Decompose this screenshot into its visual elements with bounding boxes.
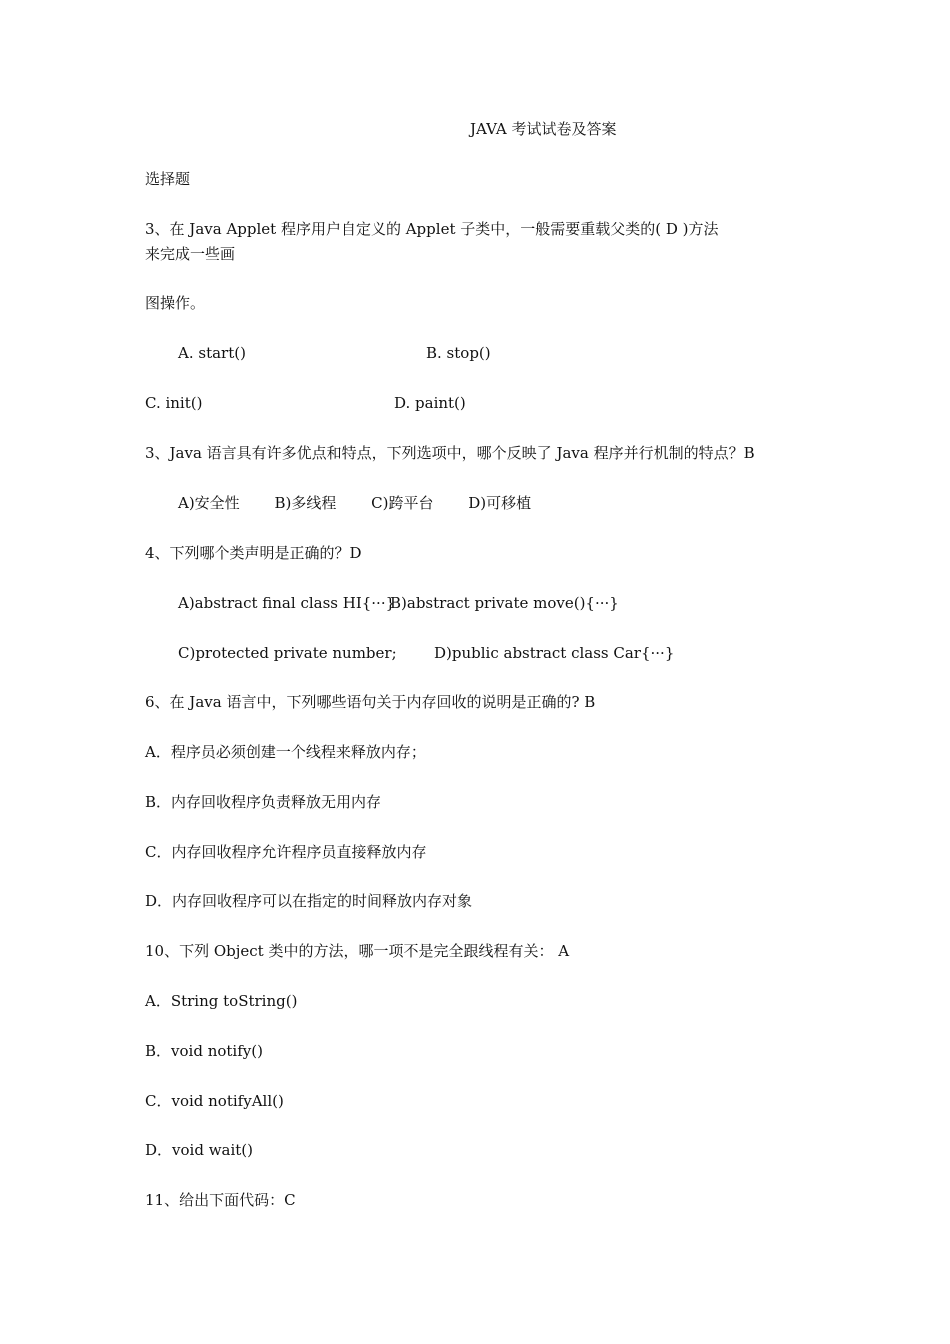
question-3a-line-2: 来完成一些画 <box>145 245 236 263</box>
question-3a-line-1: 3、在 Java Applet 程序用户自定义的 Applet 子类中，一般需要重载父类的( D )方法 <box>145 220 719 238</box>
question-10-option-c: C．void notifyAll() <box>145 1092 284 1110</box>
question-10-option-a: A．String toString() <box>145 992 298 1010</box>
question-3b: 3、Java 语言具有许多优点和特点，下列选项中，哪个反映了 Java 程序并行机制的特点？B <box>145 444 755 462</box>
question-3b-option-c: C)跨平台 <box>371 494 434 512</box>
question-11: 11、给出下面代码：C <box>145 1191 296 1209</box>
question-6-option-a: A．程序员必须创建一个线程来释放内存； <box>145 743 426 761</box>
question-3a-option-a: A. start() <box>178 344 246 362</box>
question-3b-options <box>178 493 561 513</box>
question-4-option-a: A)abstract final class HI{···} <box>178 594 396 612</box>
question-3a-option-b: B. stop() <box>426 344 491 362</box>
question-4-option-d: D)public abstract class Car{···} <box>434 644 675 662</box>
section-heading: 选择题 <box>145 170 191 188</box>
question-3b-option-d: D)可移植 <box>468 494 532 512</box>
question-3a-option-d: D. paint() <box>394 394 466 412</box>
question-6-option-b: B．内存回收程序负责释放无用内存 <box>145 793 382 811</box>
question-6: 6、在 Java 语言中，下列哪些语句关于内存回收的说明是正确的? B <box>145 693 596 711</box>
question-4: 4、下列哪个类声明是正确的？D <box>145 544 362 562</box>
question-6-option-c: C．内存回收程序允许程序员直接释放内存 <box>145 843 427 861</box>
question-3a-line-3: 图操作。 <box>145 294 206 312</box>
question-3a-option-c: C. init() <box>145 394 203 412</box>
document-title: JAVA 考试试卷及答案 <box>470 120 617 138</box>
question-4-option-b: B)abstract private move(){···} <box>390 594 619 612</box>
question-3b-option-a: A)安全性 <box>178 494 240 512</box>
question-6-option-d: D．内存回收程序可以在指定的时间释放内存对象 <box>145 892 473 910</box>
question-10-option-b: B．void notify() <box>145 1042 263 1060</box>
question-4-option-c: C)protected private number; <box>178 644 397 662</box>
question-3b-option-b: B)多线程 <box>274 494 337 512</box>
question-10-option-d: D．void wait() <box>145 1141 254 1159</box>
question-10: 10、下列 Object 类中的方法，哪一项不是完全跟线程有关： A <box>145 942 570 960</box>
